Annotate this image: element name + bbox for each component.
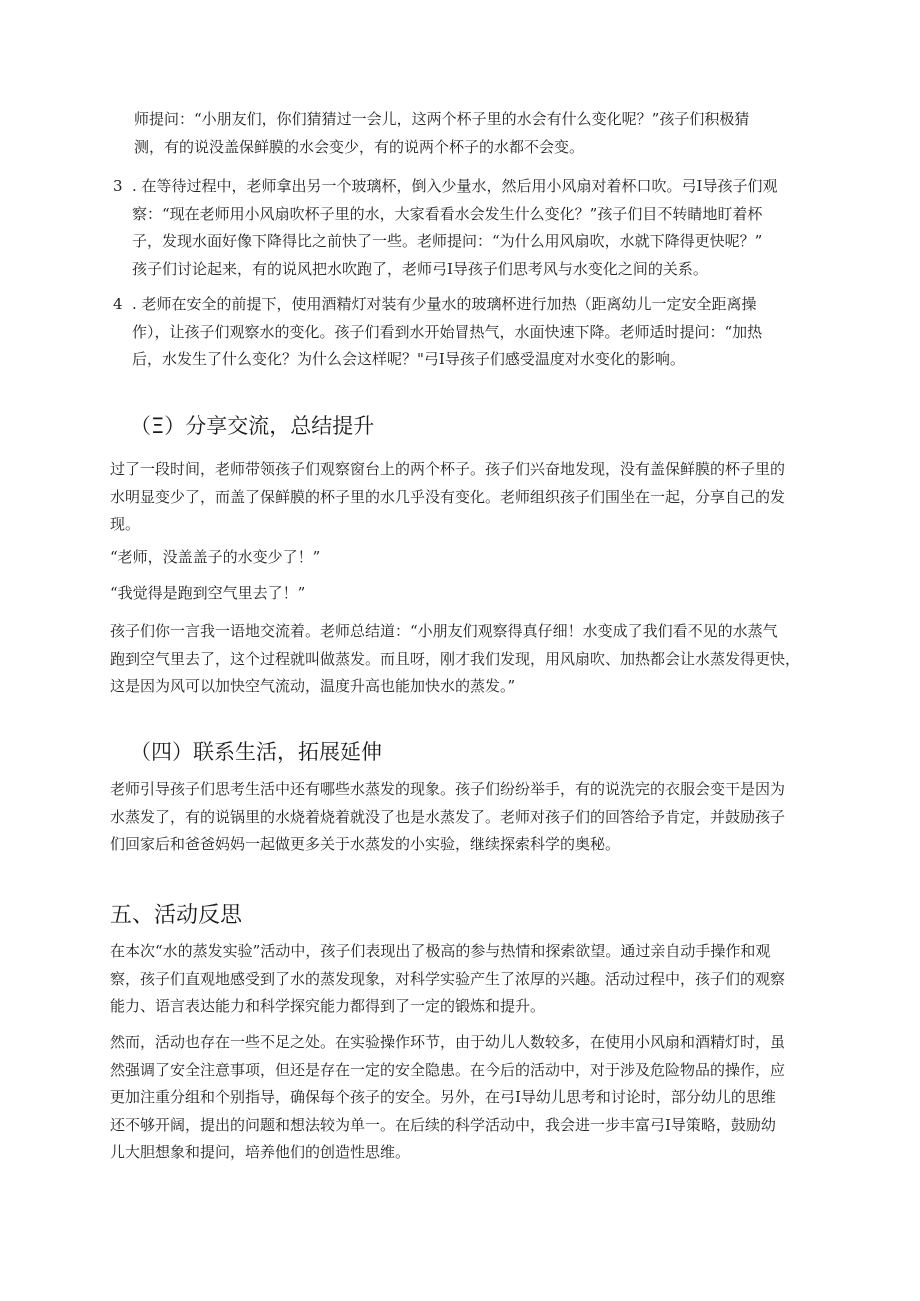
text-line: 能力、语言表达能力和科学探究能力都得到了一定的锻炼和提升。: [110, 997, 546, 1015]
text-line: 还不够开阔，提出的问题和想法较为单一。在后续的科学活动中，我会进一步丰富弓I导策略，鼓励幼: [110, 1115, 776, 1134]
text-line: 师提问：“小朋友们，你们猜猜过一会儿，这两个杯子里的水会有什么变化呢？”孩子们积极猜: [134, 110, 750, 128]
text-line: 然强调了安全注意事项，但还是存在一定的安全隐患。在今后的活动中，对于涉及危险物品的操作，应: [110, 1060, 786, 1079]
text-line: . 在等待过程中，老师拿出另一个玻璃杯，倒入少量水，然后用小风扇对着杯口吹。弓I导孩子们观: [132, 177, 778, 195]
section4-paragraph: [110, 776, 820, 859]
quote-line: “我觉得是跑到空气里去了！”: [110, 584, 306, 602]
list-number: 4: [113, 295, 123, 313]
text-line: 测，有的说没盖保鲜膜的水会变少，有的说两个杯子的水都不会变。: [134, 137, 585, 156]
text-line: 现。: [110, 515, 141, 533]
top-paragraph: [134, 106, 824, 161]
section-heading: （四）联系生活，拓展延伸: [130, 740, 382, 764]
section3-paragraph-2: [110, 618, 820, 701]
section5-paragraph-2: [110, 1029, 820, 1167]
text-line: 们回家后和爸爸妈妈一起做更多关于水蒸发的小实验，继续探索科学的奥秘。: [110, 835, 621, 853]
text-line: 察，孩子们直观地感受到了水的蒸发现象，对科学实验产生了浓厚的兴趣。活动过程中，孩子们的观察: [110, 969, 786, 988]
list-item-4: [132, 291, 822, 374]
text-line: 作），让孩子们观察水的变化。孩子们看到水开始冒热气，水面快速下降。老师适时提问：“加热: [132, 322, 763, 341]
quote-line: “老师，没盖盖子的水变少了！”: [110, 548, 321, 566]
list-item-3: [132, 173, 822, 283]
list-number: 3: [113, 177, 123, 195]
text-line: 儿大胆想象和提问，培养他们的创造性思维。: [110, 1143, 411, 1161]
section5-paragraph-1: [110, 938, 820, 1021]
text-line: 过了一段时间，老师带领孩子们观察窗台上的两个杯子。孩子们兴奋地发现，没有盖保鲜膜的杯子里的: [110, 460, 786, 478]
section3-paragraph-1: [110, 456, 820, 539]
text-line: 察：“现在老师用小风扇吹杯子里的水，大家看看水会发生什么变化？”孩子们目不转睛地盯着杯: [132, 204, 763, 223]
section-heading: （Ξ）分享交流，总结提升: [130, 414, 375, 438]
text-line: 孩子们你一言我一语地交流着。老师总结道：“小朋友们观察得真仔细！水变成了我们看不见的水蒸气: [110, 622, 778, 640]
text-line: 这是因为风可以加快空气流动，温度升高也能加快水的蒸发。”: [110, 677, 516, 695]
section-heading: 五、活动反思: [110, 903, 243, 928]
text-line: 然而，活动也存在一些不足之处。在实验操作环节，由于幼儿人数较多，在使用小风扇和酒精灯时，虽: [110, 1033, 786, 1051]
text-line: . 老师在安全的前提下，使用酒精灯对装有少量水的玻璃杯进行加热（距离幼儿一定安全距离操: [132, 295, 757, 313]
text-line: 在本次“水的蒸发实验”活动中，孩子们表现出了极高的参与热情和探索欲望。通过亲自动手操作和观: [110, 942, 771, 960]
text-line: 水明显变少了，而盖了保鲜膜的杯子里的水几乎没有变化。老师组织孩子们围坐在一起，分享自己的发: [110, 487, 786, 506]
text-line: 水蒸发了，有的说锅里的水烧着烧着就没了也是水蒸发了。老师对孩子们的回答给予肯定，并鼓励孩子: [110, 807, 786, 826]
text-line: 孩子们讨论起来，有的说风把水吹跑了，老师弓I导孩子们思考风与水变化之间的关系。: [132, 259, 708, 278]
text-line: 子，发现水面好像下降得比之前快了一些。老师提问：“为什么用风扇吹，水就下降得更快呢？”: [132, 232, 763, 250]
text-line: 后，水发生了什么变化？为什么会这样呢？"弓I导孩子们感受温度对水变化的影响。: [132, 350, 685, 368]
text-line: 更加注重分组和个别指导，确保每个孩子的安全。另外，在弓I导幼儿思考和讨论时，部分幼儿的思维: [110, 1088, 776, 1106]
text-line: 老师引导孩子们思考生活中还有哪些水蒸发的现象。孩子们纷纷举手，有的说洗完的衣服会变干是因为: [110, 780, 786, 798]
text-line: 跑到空气里去了，这个过程就叫做蒸发。而且呀，刚才我们发现，用风扇吹、加热都会让水蒸发得更快，: [110, 649, 801, 668]
